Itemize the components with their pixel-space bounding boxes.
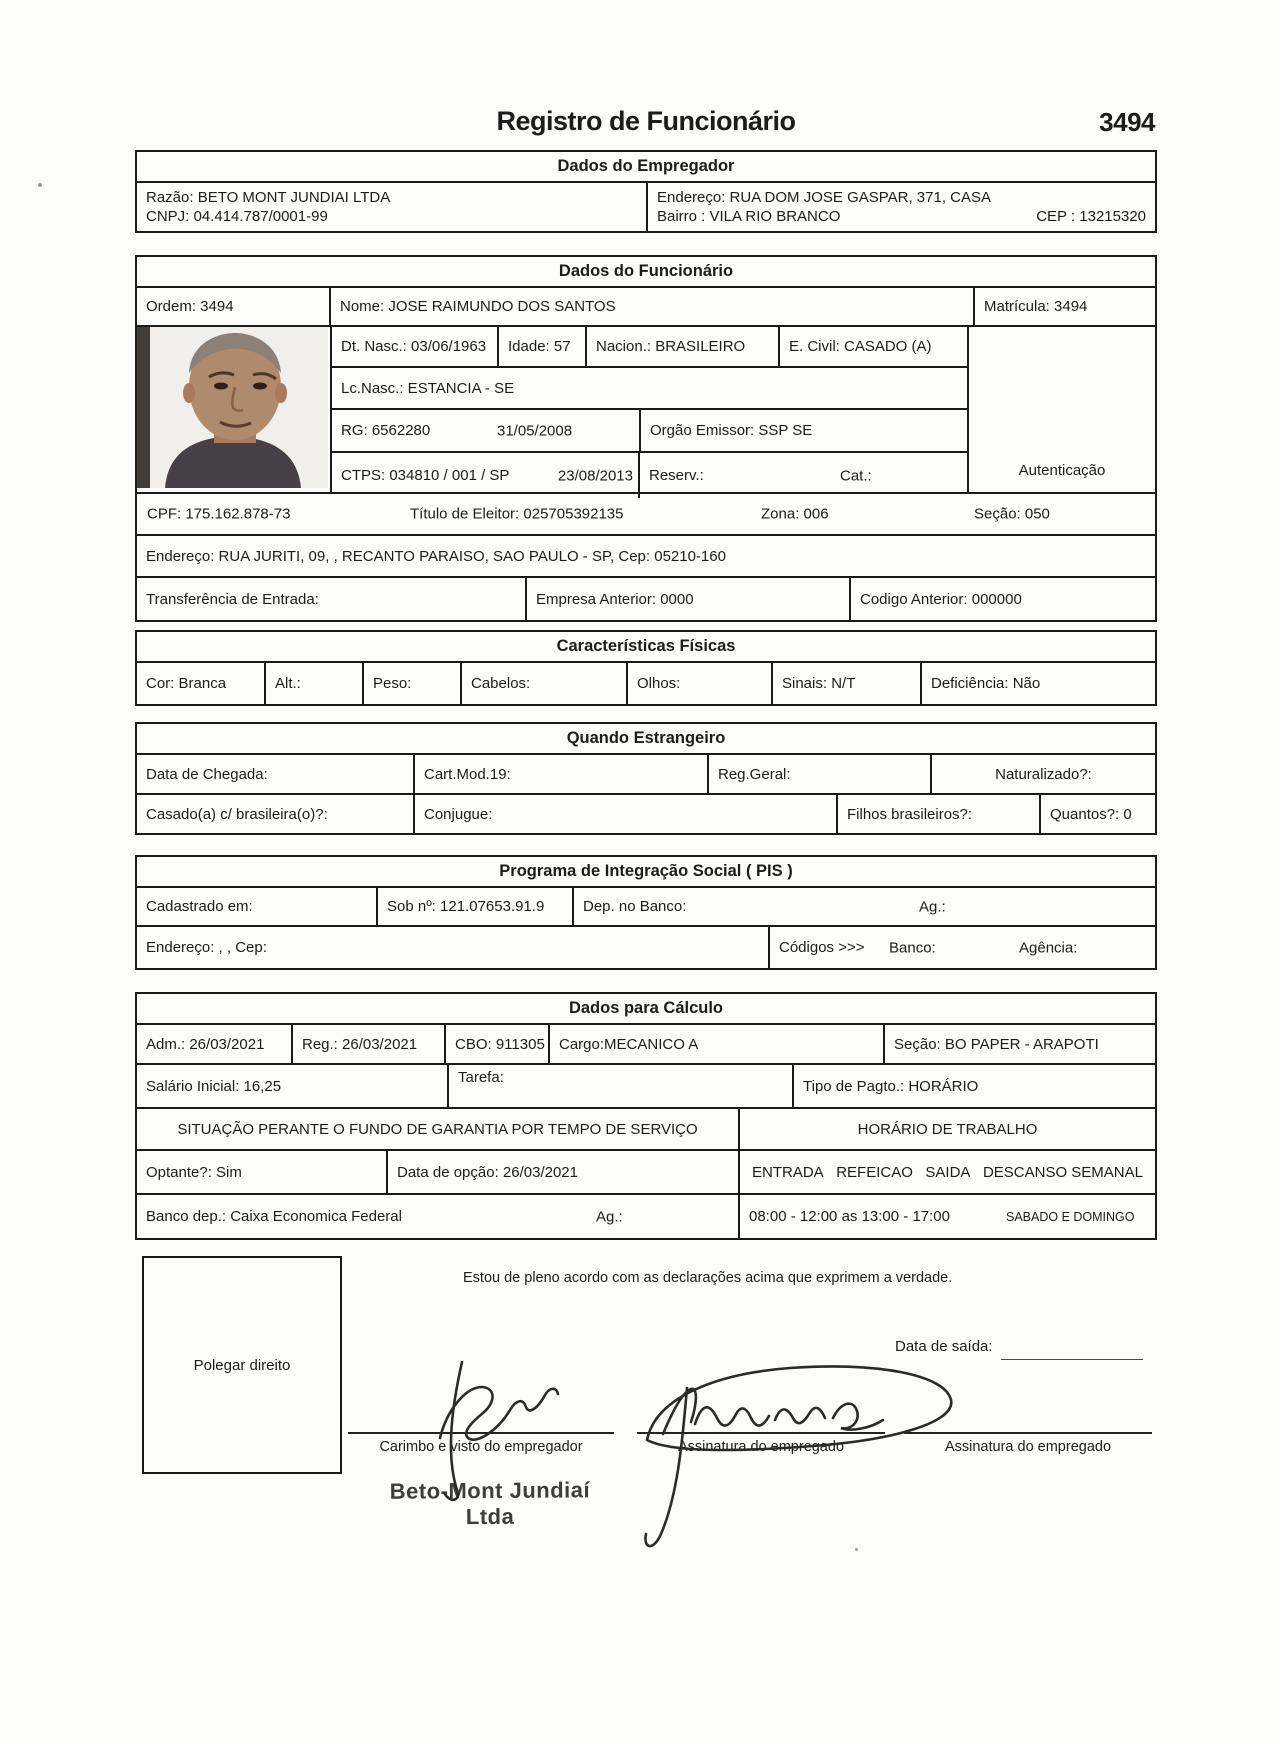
field-endereco-funcionario: Endereço: RUA JURITI, 09, , RECANTO PARAISO, SAO PAULO - SP, Cep: 05210-160 <box>146 547 726 565</box>
field-rg: RG: 6562280 <box>341 422 431 439</box>
document-number: 3494 <box>1099 107 1155 137</box>
field-cadastrado-em: Cadastrado em: <box>146 898 253 915</box>
field-dt-nasc: Dt. Nasc.: 03/06/1963 <box>341 338 487 355</box>
field-horario-valor: 08:00 - 12:00 as 13:00 - 17:00 <box>749 1208 950 1225</box>
section-dados-empregador <box>135 150 1157 233</box>
fgts-title: SITUAÇÃO PERANTE O FUNDO DE GARANTIA POR TEMPO DE SERVIÇO <box>177 1120 698 1138</box>
employer-bairro: Bairro : VILA RIO BRANCO <box>657 208 841 225</box>
form-sheet <box>135 0 1157 1744</box>
assinatura-label-2: Assinatura do empregado <box>944 1439 1112 1455</box>
field-titulo-eleitor: Título de Eleitor: 025705392135 <box>410 505 624 523</box>
field-ctps-data: 23/08/2013 <box>557 467 633 484</box>
field-matricula: Matrícula: 3494 <box>973 288 1155 325</box>
section-dados-calculo <box>135 992 1157 1240</box>
employer-endereco: Endereço: RUA DOM JOSE GASPAR, 371, CASA <box>657 189 992 206</box>
field-filhos-brasileiros: Filhos brasileiros?: <box>836 795 1039 833</box>
col-descanso: DESCANSO SEMANAL <box>982 1163 1143 1181</box>
data-saida-blank-line <box>1001 1359 1143 1360</box>
employee-signature-line-2 <box>904 1432 1152 1455</box>
field-data-chegada: Data de Chegada: <box>146 765 268 783</box>
section-pis <box>135 855 1157 970</box>
field-salario-inicial: Salário Inicial: 16,25 <box>146 1077 282 1095</box>
col-refeicao: REFEICAO <box>836 1163 913 1181</box>
field-tipo-pagto: Tipo de Pagto.: HORÁRIO <box>792 1065 1155 1107</box>
field-banco-dep: Banco dep.: Caixa Economica Federal <box>146 1208 402 1225</box>
scan-speck <box>38 183 42 187</box>
field-sob-no: Sob nº: 121.07653.91.9 <box>376 888 572 925</box>
col-saida: SAIDA <box>925 1163 971 1181</box>
field-conjugue: Conjugue: <box>413 795 836 833</box>
section-dados-funcionario <box>135 255 1157 622</box>
field-rg-data: 31/05/2008 <box>497 422 573 439</box>
employee-portrait <box>137 327 328 488</box>
field-reg-geral: Reg.Geral: <box>707 755 930 793</box>
field-empresa-anterior: Empresa Anterior: 0000 <box>525 578 849 620</box>
field-sinais: Sinais: N/T <box>771 663 920 704</box>
section-header: Dados do Funcionário <box>137 257 1155 288</box>
field-transferencia: Transferência de Entrada: <box>146 590 319 608</box>
field-ctps: CTPS: 034810 / 001 / SP <box>341 467 510 484</box>
field-cpf: CPF: 175.162.878-73 <box>147 505 291 523</box>
carimbo-label: Carimbo e visto do empregador <box>379 1439 583 1455</box>
field-codigos: Códigos >>> <box>779 939 865 956</box>
field-cor: Cor: Branca <box>146 675 227 692</box>
field-cart-mod: Cart.Mod.19: <box>413 755 707 793</box>
field-alt: Alt.: <box>264 663 362 704</box>
field-peso: Peso: <box>362 663 460 704</box>
thumbprint-box <box>142 1256 342 1474</box>
company-stamp: Beto-Mont Jundiaí Ltda <box>389 1477 591 1530</box>
field-idade: Idade: 57 <box>497 327 585 366</box>
employee-signature-line-1 <box>637 1432 885 1455</box>
field-quantos: Quantos?: 0 <box>1039 795 1155 833</box>
field-optante: Optante?: Sim <box>146 1163 242 1181</box>
signature-area <box>135 1242 1157 1572</box>
field-pis-agencia: Agência: <box>1019 939 1078 956</box>
field-deficiencia: Deficiência: Não <box>920 663 1155 704</box>
field-cargo: Cargo:MECANICO A <box>548 1025 883 1063</box>
section-header: Características Físicas <box>137 632 1155 663</box>
employer-cnpj: CNPJ: 04.414.787/0001-99 <box>146 208 328 225</box>
field-tarefa: Tarefa: <box>447 1065 792 1107</box>
field-naturalizado: Naturalizado?: <box>930 755 1155 793</box>
employer-cep: CEP : 13215320 <box>1036 208 1146 225</box>
employer-razao: Razão: BETO MONT JUNDIAI LTDA <box>146 189 391 206</box>
thumbprint-label: Polegar direito <box>193 1356 291 1374</box>
field-codigo-anterior: Codigo Anterior: 000000 <box>849 578 1155 620</box>
section-header: Programa de Integração Social ( PIS ) <box>137 857 1155 888</box>
section-header: Dados para Cálculo <box>137 994 1155 1025</box>
assinatura-label-1: Assinatura do empregado <box>677 1439 845 1455</box>
field-dep-no-banco: Dep. no Banco: <box>583 898 687 915</box>
section-header: Dados do Empregador <box>137 152 1155 183</box>
employee-photo <box>137 327 332 492</box>
field-lc-nasc: Lc.Nasc.: ESTANCIA - SE <box>341 379 515 397</box>
field-reg: Reg.: 26/03/2021 <box>291 1025 444 1063</box>
field-orgao-emissor: Orgão Emissor: SSP SE <box>639 410 967 451</box>
col-entrada: ENTRADA <box>752 1163 824 1181</box>
employer-signature-line <box>348 1432 614 1455</box>
field-reserv: Reserv.: <box>649 467 704 484</box>
section-header: Quando Estrangeiro <box>137 724 1155 755</box>
field-e-civil: E. Civil: CASADO (A) <box>778 327 967 366</box>
field-cat: Cat.: <box>840 467 872 484</box>
field-ordem: Ordem: 3494 <box>146 298 234 315</box>
horario-trabalho-title: HORÁRIO DE TRABALHO <box>738 1109 1155 1149</box>
field-nome: Nome: JOSE RAIMUNDO DOS SANTOS <box>329 288 973 325</box>
declaration-text: Estou de pleno acordo com as declarações acima que exprimem a verdade. <box>463 1270 953 1286</box>
field-nacion: Nacion.: BRASILEIRO <box>585 327 778 366</box>
field-pis-ag: Ag.: <box>919 898 946 915</box>
field-calc-ag: Ag.: <box>596 1208 623 1225</box>
section-caracteristicas-fisicas <box>135 630 1157 706</box>
section-quando-estrangeiro <box>135 722 1157 835</box>
data-saida-label: Data de saída: <box>895 1338 993 1355</box>
field-data-opcao: Data de opção: 26/03/2021 <box>386 1151 738 1193</box>
field-cabelos: Cabelos: <box>460 663 626 704</box>
field-zona: Zona: 006 <box>761 505 829 523</box>
field-pis-banco: Banco: <box>889 939 936 956</box>
page-title: Registro de Funcionário <box>496 106 796 136</box>
field-autenticacao: Autenticação <box>967 327 1155 492</box>
field-pis-endereco: Endereço: , , Cep: <box>146 939 267 956</box>
field-olhos: Olhos: <box>626 663 771 704</box>
field-secao-trabalho: Seção: BO PAPER - ARAPOTI <box>883 1025 1155 1063</box>
field-secao-eleitoral: Seção: 050 <box>974 505 1050 523</box>
field-adm: Adm.: 26/03/2021 <box>146 1035 265 1053</box>
field-descanso-valor: SABADO E DOMINGO <box>1006 1209 1135 1224</box>
field-cbo: CBO: 911305 <box>444 1025 548 1063</box>
field-casado-brasileira: Casado(a) c/ brasileira(o)?: <box>146 805 328 823</box>
